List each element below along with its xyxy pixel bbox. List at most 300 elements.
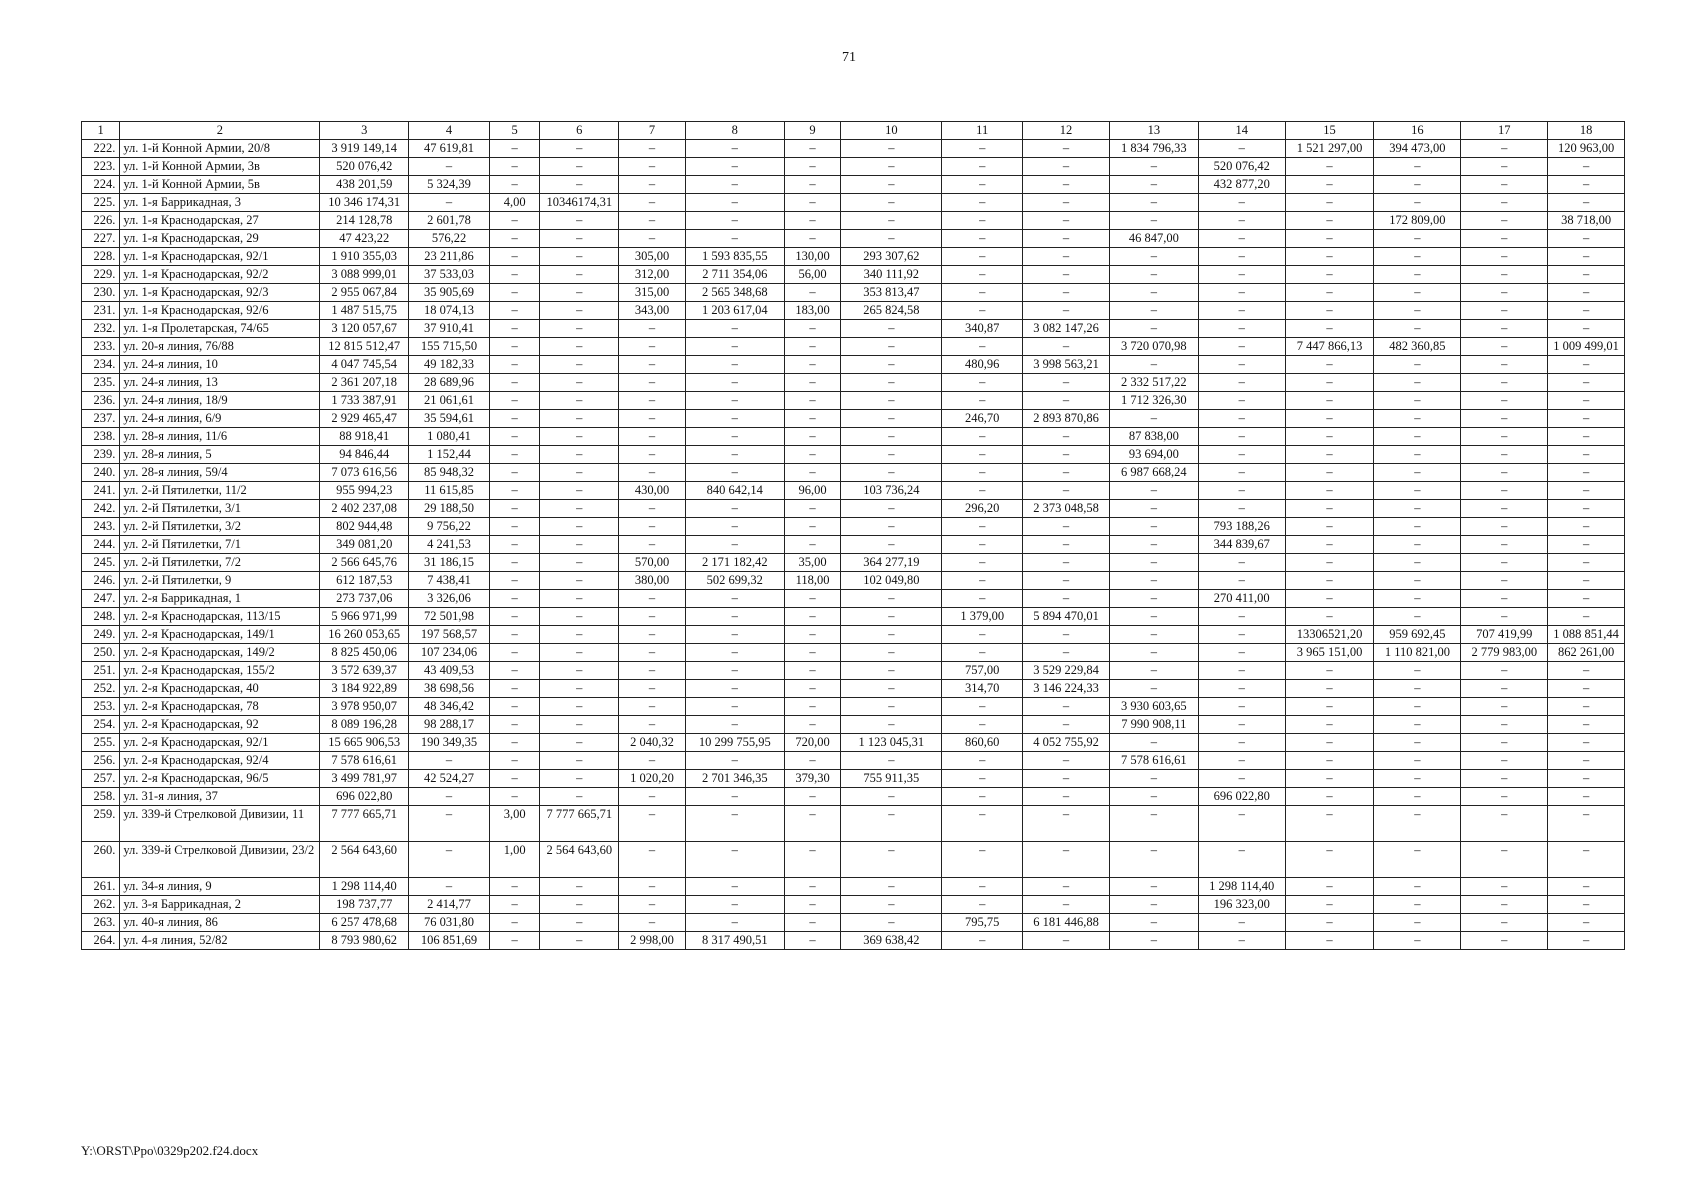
table-cell: – xyxy=(540,878,619,896)
table-cell: – xyxy=(1109,662,1198,680)
table-cell: – xyxy=(1461,230,1548,248)
table-cell: – xyxy=(1109,626,1198,644)
table-cell: – xyxy=(1285,320,1374,338)
table-cell: – xyxy=(1198,644,1285,662)
table-cell: 2 565 348,68 xyxy=(685,284,784,302)
column-header: 1 xyxy=(82,122,120,140)
table-cell: – xyxy=(489,392,539,410)
table-cell: – xyxy=(1109,572,1198,590)
table-cell: 18 074,13 xyxy=(409,302,490,320)
table-cell: – xyxy=(1374,410,1461,428)
table-cell: – xyxy=(1461,500,1548,518)
table-cell: – xyxy=(1374,284,1461,302)
table-cell: – xyxy=(540,482,619,500)
table-cell: – xyxy=(841,662,942,680)
table-cell: – xyxy=(1198,230,1285,248)
table-cell: – xyxy=(1548,266,1625,284)
table-cell: 106 851,69 xyxy=(409,932,490,950)
table-cell: – xyxy=(841,914,942,932)
column-header: 12 xyxy=(1023,122,1110,140)
table-row xyxy=(82,158,1625,176)
table-cell: – xyxy=(1023,554,1110,572)
table-cell: 707 419,99 xyxy=(1461,626,1548,644)
table-cell: 3 998 563,21 xyxy=(1023,356,1110,374)
table-cell: – xyxy=(1109,356,1198,374)
row-number: 259. xyxy=(82,806,120,842)
table-cell: 2 701 346,35 xyxy=(685,770,784,788)
table-cell: – xyxy=(1285,842,1374,878)
table-cell: 246,70 xyxy=(942,410,1023,428)
table-cell: – xyxy=(1374,842,1461,878)
table-cell: – xyxy=(489,788,539,806)
table-cell: 2 402 237,08 xyxy=(320,500,409,518)
table-cell: 107 234,06 xyxy=(409,644,490,662)
table-row xyxy=(82,482,1625,500)
table-cell: – xyxy=(942,428,1023,446)
table-cell: – xyxy=(1198,662,1285,680)
table-cell: 10 346 174,31 xyxy=(320,194,409,212)
table-cell: – xyxy=(1023,248,1110,266)
table-cell: – xyxy=(1023,770,1110,788)
table-cell: 23 211,86 xyxy=(409,248,490,266)
table-cell: – xyxy=(942,716,1023,734)
table-row xyxy=(82,680,1625,698)
table-cell: – xyxy=(942,482,1023,500)
table-cell: – xyxy=(1374,302,1461,320)
table-cell: 2 361 207,18 xyxy=(320,374,409,392)
table-cell: – xyxy=(1374,932,1461,950)
row-number: 250. xyxy=(82,644,120,662)
table-cell: 2 332 517,22 xyxy=(1109,374,1198,392)
table-cell: – xyxy=(540,428,619,446)
address-cell: ул. 1-я Краснодарская, 29 xyxy=(120,230,320,248)
table-cell: – xyxy=(1461,680,1548,698)
table-cell: 1 487 515,75 xyxy=(320,302,409,320)
table-cell: – xyxy=(540,536,619,554)
table-cell: – xyxy=(409,158,490,176)
table-cell: – xyxy=(1198,392,1285,410)
table-cell: 380,00 xyxy=(619,572,686,590)
table-cell: – xyxy=(841,842,942,878)
table-cell: – xyxy=(784,626,841,644)
table-cell: – xyxy=(1461,590,1548,608)
table-cell: – xyxy=(619,698,686,716)
table-cell: – xyxy=(841,176,942,194)
column-header: 5 xyxy=(489,122,539,140)
table-cell: 29 188,50 xyxy=(409,500,490,518)
table-cell: – xyxy=(1023,716,1110,734)
table-cell: – xyxy=(942,230,1023,248)
table-cell: – xyxy=(1461,554,1548,572)
table-row xyxy=(82,410,1625,428)
table-cell: 48 346,42 xyxy=(409,698,490,716)
address-cell: ул. 2-й Пятилетки, 3/2 xyxy=(120,518,320,536)
table-cell: 314,70 xyxy=(942,680,1023,698)
table-cell: – xyxy=(1285,500,1374,518)
column-header: 15 xyxy=(1285,122,1374,140)
table-cell: – xyxy=(841,374,942,392)
row-number: 260. xyxy=(82,842,120,878)
table-cell: – xyxy=(1374,896,1461,914)
table-cell: – xyxy=(1198,482,1285,500)
page-number: 71 xyxy=(842,50,856,65)
table-cell: – xyxy=(841,788,942,806)
table-cell: – xyxy=(1548,428,1625,446)
address-cell: ул. 1-я Краснодарская, 92/6 xyxy=(120,302,320,320)
address-cell: ул. 1-й Конной Армии, 3в xyxy=(120,158,320,176)
table-cell: – xyxy=(1374,680,1461,698)
table-cell: – xyxy=(619,752,686,770)
table-cell: 1 152,44 xyxy=(409,446,490,464)
table-cell: – xyxy=(1285,446,1374,464)
table-cell: – xyxy=(1285,464,1374,482)
table-cell: – xyxy=(1461,734,1548,752)
table-cell: 8 089 196,28 xyxy=(320,716,409,734)
column-header: 4 xyxy=(409,122,490,140)
table-cell: 340 111,92 xyxy=(841,266,942,284)
column-header: 9 xyxy=(784,122,841,140)
table-cell: 4 241,53 xyxy=(409,536,490,554)
table-cell: 43 409,53 xyxy=(409,662,490,680)
table-cell: – xyxy=(1461,320,1548,338)
table-cell: – xyxy=(685,194,784,212)
table-cell: – xyxy=(685,914,784,932)
table-cell: 103 736,24 xyxy=(841,482,942,500)
table-cell: – xyxy=(1374,230,1461,248)
table-cell: – xyxy=(685,518,784,536)
table-cell: – xyxy=(1374,176,1461,194)
column-header: 6 xyxy=(540,122,619,140)
table-cell: – xyxy=(1198,266,1285,284)
table-cell: – xyxy=(841,212,942,230)
table-cell: – xyxy=(1374,662,1461,680)
table-cell: – xyxy=(1285,392,1374,410)
address-cell: ул. 2-я Краснодарская, 96/5 xyxy=(120,770,320,788)
table-cell: – xyxy=(1548,716,1625,734)
table-cell: – xyxy=(1109,914,1198,932)
table-cell: – xyxy=(685,176,784,194)
address-cell: ул. 2-й Пятилетки, 11/2 xyxy=(120,482,320,500)
table-cell: – xyxy=(1461,482,1548,500)
table-cell: – xyxy=(1374,248,1461,266)
table-cell: – xyxy=(1109,266,1198,284)
table-cell: – xyxy=(489,374,539,392)
table-cell: – xyxy=(1023,266,1110,284)
table-cell: – xyxy=(685,140,784,158)
table-cell: – xyxy=(841,518,942,536)
table-cell: – xyxy=(1109,644,1198,662)
table-row xyxy=(82,500,1625,518)
table-cell: – xyxy=(685,590,784,608)
table-cell: – xyxy=(685,644,784,662)
table-cell: – xyxy=(1285,932,1374,950)
table-cell: – xyxy=(1023,302,1110,320)
table-cell: 172 809,00 xyxy=(1374,212,1461,230)
table-cell: – xyxy=(619,410,686,428)
table-row xyxy=(82,914,1625,932)
table-cell: 88 918,41 xyxy=(320,428,409,446)
table-cell: – xyxy=(1461,302,1548,320)
table-cell: – xyxy=(1548,248,1625,266)
table-cell: – xyxy=(1023,698,1110,716)
table-cell: – xyxy=(1548,302,1625,320)
table-cell: 16 260 053,65 xyxy=(320,626,409,644)
table-cell: – xyxy=(1461,770,1548,788)
row-number: 239. xyxy=(82,446,120,464)
table-cell: – xyxy=(841,644,942,662)
table-cell: – xyxy=(942,446,1023,464)
table-cell: – xyxy=(1374,464,1461,482)
table-cell: – xyxy=(540,572,619,590)
table-cell: – xyxy=(540,410,619,428)
table-cell: 93 694,00 xyxy=(1109,446,1198,464)
row-number: 263. xyxy=(82,914,120,932)
table-cell: – xyxy=(489,752,539,770)
table-cell: 3 326,06 xyxy=(409,590,490,608)
row-number: 245. xyxy=(82,554,120,572)
table-cell: – xyxy=(1548,572,1625,590)
table-cell: – xyxy=(619,500,686,518)
table-cell: 296,20 xyxy=(942,500,1023,518)
table-cell: – xyxy=(1548,932,1625,950)
row-number: 228. xyxy=(82,248,120,266)
table-cell: – xyxy=(841,392,942,410)
table-cell: – xyxy=(685,662,784,680)
table-cell: – xyxy=(619,608,686,626)
column-header: 10 xyxy=(841,122,942,140)
table-cell: – xyxy=(489,554,539,572)
address-cell: ул. 1-я Баррикадная, 3 xyxy=(120,194,320,212)
table-row xyxy=(82,320,1625,338)
table-cell: – xyxy=(489,716,539,734)
table-cell: – xyxy=(540,302,619,320)
table-cell: 2 929 465,47 xyxy=(320,410,409,428)
table-cell: – xyxy=(841,500,942,518)
table-cell: – xyxy=(784,212,841,230)
table-cell: – xyxy=(685,500,784,518)
table-cell: 2 601,78 xyxy=(409,212,490,230)
table-cell: 315,00 xyxy=(619,284,686,302)
table-row xyxy=(82,266,1625,284)
table-cell: – xyxy=(1374,374,1461,392)
table-cell: – xyxy=(619,464,686,482)
table-cell: 1 733 387,91 xyxy=(320,392,409,410)
table-cell: – xyxy=(784,374,841,392)
table-cell: – xyxy=(1461,266,1548,284)
table-cell: – xyxy=(1023,878,1110,896)
table-cell: – xyxy=(1374,806,1461,842)
table-cell: – xyxy=(1374,878,1461,896)
table-row xyxy=(82,248,1625,266)
table-cell: – xyxy=(1198,698,1285,716)
table-cell: – xyxy=(784,230,841,248)
table-cell: – xyxy=(784,464,841,482)
table-cell: – xyxy=(1023,392,1110,410)
table-cell: – xyxy=(489,482,539,500)
table-cell: – xyxy=(841,608,942,626)
table-cell: – xyxy=(1548,500,1625,518)
row-number: 254. xyxy=(82,716,120,734)
table-cell: – xyxy=(619,716,686,734)
table-cell: 1 712 326,30 xyxy=(1109,392,1198,410)
table-cell: – xyxy=(489,212,539,230)
row-number: 235. xyxy=(82,374,120,392)
table-cell: 12 815 512,47 xyxy=(320,338,409,356)
table-cell: 72 501,98 xyxy=(409,608,490,626)
data-table-container xyxy=(81,121,1625,950)
table-cell: 612 187,53 xyxy=(320,572,409,590)
table-cell: – xyxy=(1023,158,1110,176)
table-cell: – xyxy=(619,356,686,374)
address-cell: ул. 24-я линия, 13 xyxy=(120,374,320,392)
table-cell: – xyxy=(489,500,539,518)
table-cell: 5 324,39 xyxy=(409,176,490,194)
table-cell: 38 718,00 xyxy=(1548,212,1625,230)
table-cell: 5 966 971,99 xyxy=(320,608,409,626)
table-cell: – xyxy=(1548,176,1625,194)
table-cell: 432 877,20 xyxy=(1198,176,1285,194)
table-cell: – xyxy=(1198,320,1285,338)
table-cell: – xyxy=(1023,572,1110,590)
table-cell: – xyxy=(619,536,686,554)
table-cell: – xyxy=(1198,608,1285,626)
table-cell: – xyxy=(1548,590,1625,608)
row-number: 248. xyxy=(82,608,120,626)
table-cell: – xyxy=(489,446,539,464)
table-row xyxy=(82,878,1625,896)
table-cell: – xyxy=(1023,338,1110,356)
table-cell: – xyxy=(409,752,490,770)
table-cell: – xyxy=(1461,212,1548,230)
table-cell: 1 834 796,33 xyxy=(1109,140,1198,158)
table-cell: 520 076,42 xyxy=(320,158,409,176)
table-cell: – xyxy=(841,464,942,482)
table-cell: – xyxy=(942,302,1023,320)
table-cell: – xyxy=(1461,806,1548,842)
table-cell: – xyxy=(540,500,619,518)
table-cell: 7 578 616,61 xyxy=(1109,752,1198,770)
table-cell: – xyxy=(619,896,686,914)
table-cell: – xyxy=(1109,320,1198,338)
row-number: 243. xyxy=(82,518,120,536)
table-cell: – xyxy=(1198,770,1285,788)
table-cell: 3 146 224,33 xyxy=(1023,680,1110,698)
table-cell: 10346174,31 xyxy=(540,194,619,212)
address-cell: ул. 2-я Краснодарская, 149/2 xyxy=(120,644,320,662)
table-cell: 7 777 665,71 xyxy=(320,806,409,842)
table-cell: 155 715,50 xyxy=(409,338,490,356)
address-cell: ул. 2-й Пятилетки, 7/1 xyxy=(120,536,320,554)
table-cell: – xyxy=(685,788,784,806)
table-cell: – xyxy=(540,680,619,698)
row-number: 252. xyxy=(82,680,120,698)
table-row xyxy=(82,932,1625,950)
table-cell: 198 737,77 xyxy=(320,896,409,914)
table-cell: – xyxy=(619,176,686,194)
table-cell: – xyxy=(1461,140,1548,158)
table-cell: – xyxy=(1548,698,1625,716)
table-cell: – xyxy=(1198,302,1285,320)
address-cell: ул. 2-й Пятилетки, 7/2 xyxy=(120,554,320,572)
table-cell: – xyxy=(1461,374,1548,392)
table-cell: 2 171 182,42 xyxy=(685,554,784,572)
table-cell: – xyxy=(1285,212,1374,230)
table-cell: – xyxy=(1285,698,1374,716)
table-cell: – xyxy=(942,554,1023,572)
table-cell: – xyxy=(540,698,619,716)
table-cell: – xyxy=(540,446,619,464)
table-cell: – xyxy=(685,464,784,482)
table-row xyxy=(82,590,1625,608)
table-cell: 13306521,20 xyxy=(1285,626,1374,644)
table-cell: – xyxy=(1548,536,1625,554)
table-cell: 21 061,61 xyxy=(409,392,490,410)
table-cell: 120 963,00 xyxy=(1548,140,1625,158)
table-cell: – xyxy=(1548,374,1625,392)
table-cell: 8 317 490,51 xyxy=(685,932,784,950)
table-cell: – xyxy=(784,536,841,554)
table-cell: 696 022,80 xyxy=(1198,788,1285,806)
table-cell: – xyxy=(540,464,619,482)
table-cell: – xyxy=(619,338,686,356)
table-cell: – xyxy=(1285,716,1374,734)
table-cell: – xyxy=(1374,500,1461,518)
table-cell: 2 564 643,60 xyxy=(540,842,619,878)
table-cell: 3 572 639,37 xyxy=(320,662,409,680)
table-cell: – xyxy=(1461,878,1548,896)
table-cell: – xyxy=(1285,230,1374,248)
table-cell: – xyxy=(784,662,841,680)
table-cell: – xyxy=(1461,788,1548,806)
table-cell: – xyxy=(1461,572,1548,590)
table-cell: – xyxy=(1023,464,1110,482)
table-cell: – xyxy=(841,590,942,608)
address-cell: ул. 31-я линия, 37 xyxy=(120,788,320,806)
table-cell: 94 846,44 xyxy=(320,446,409,464)
table-cell: 3 529 229,84 xyxy=(1023,662,1110,680)
table-cell: – xyxy=(1109,176,1198,194)
table-cell: – xyxy=(619,446,686,464)
table-cell: – xyxy=(942,626,1023,644)
table-cell: – xyxy=(489,428,539,446)
table-row xyxy=(82,302,1625,320)
table-cell: – xyxy=(1461,284,1548,302)
table-cell: – xyxy=(1374,356,1461,374)
table-cell: – xyxy=(784,914,841,932)
table-cell: – xyxy=(1374,158,1461,176)
table-cell: – xyxy=(619,140,686,158)
table-cell: – xyxy=(1285,806,1374,842)
table-cell: – xyxy=(1461,662,1548,680)
table-cell: – xyxy=(1198,626,1285,644)
column-header: 3 xyxy=(320,122,409,140)
table-cell: – xyxy=(540,896,619,914)
table-cell: 190 349,35 xyxy=(409,734,490,752)
table-cell: – xyxy=(1198,554,1285,572)
table-row xyxy=(82,194,1625,212)
table-cell: 1 080,41 xyxy=(409,428,490,446)
table-row xyxy=(82,806,1625,842)
table-cell: 7 447 866,13 xyxy=(1285,338,1374,356)
table-cell: – xyxy=(784,176,841,194)
table-cell: – xyxy=(1023,194,1110,212)
table-cell: – xyxy=(1109,158,1198,176)
table-cell: – xyxy=(784,878,841,896)
table-cell: – xyxy=(409,788,490,806)
row-number: 227. xyxy=(82,230,120,248)
table-cell: – xyxy=(784,284,841,302)
table-cell: – xyxy=(1023,140,1110,158)
